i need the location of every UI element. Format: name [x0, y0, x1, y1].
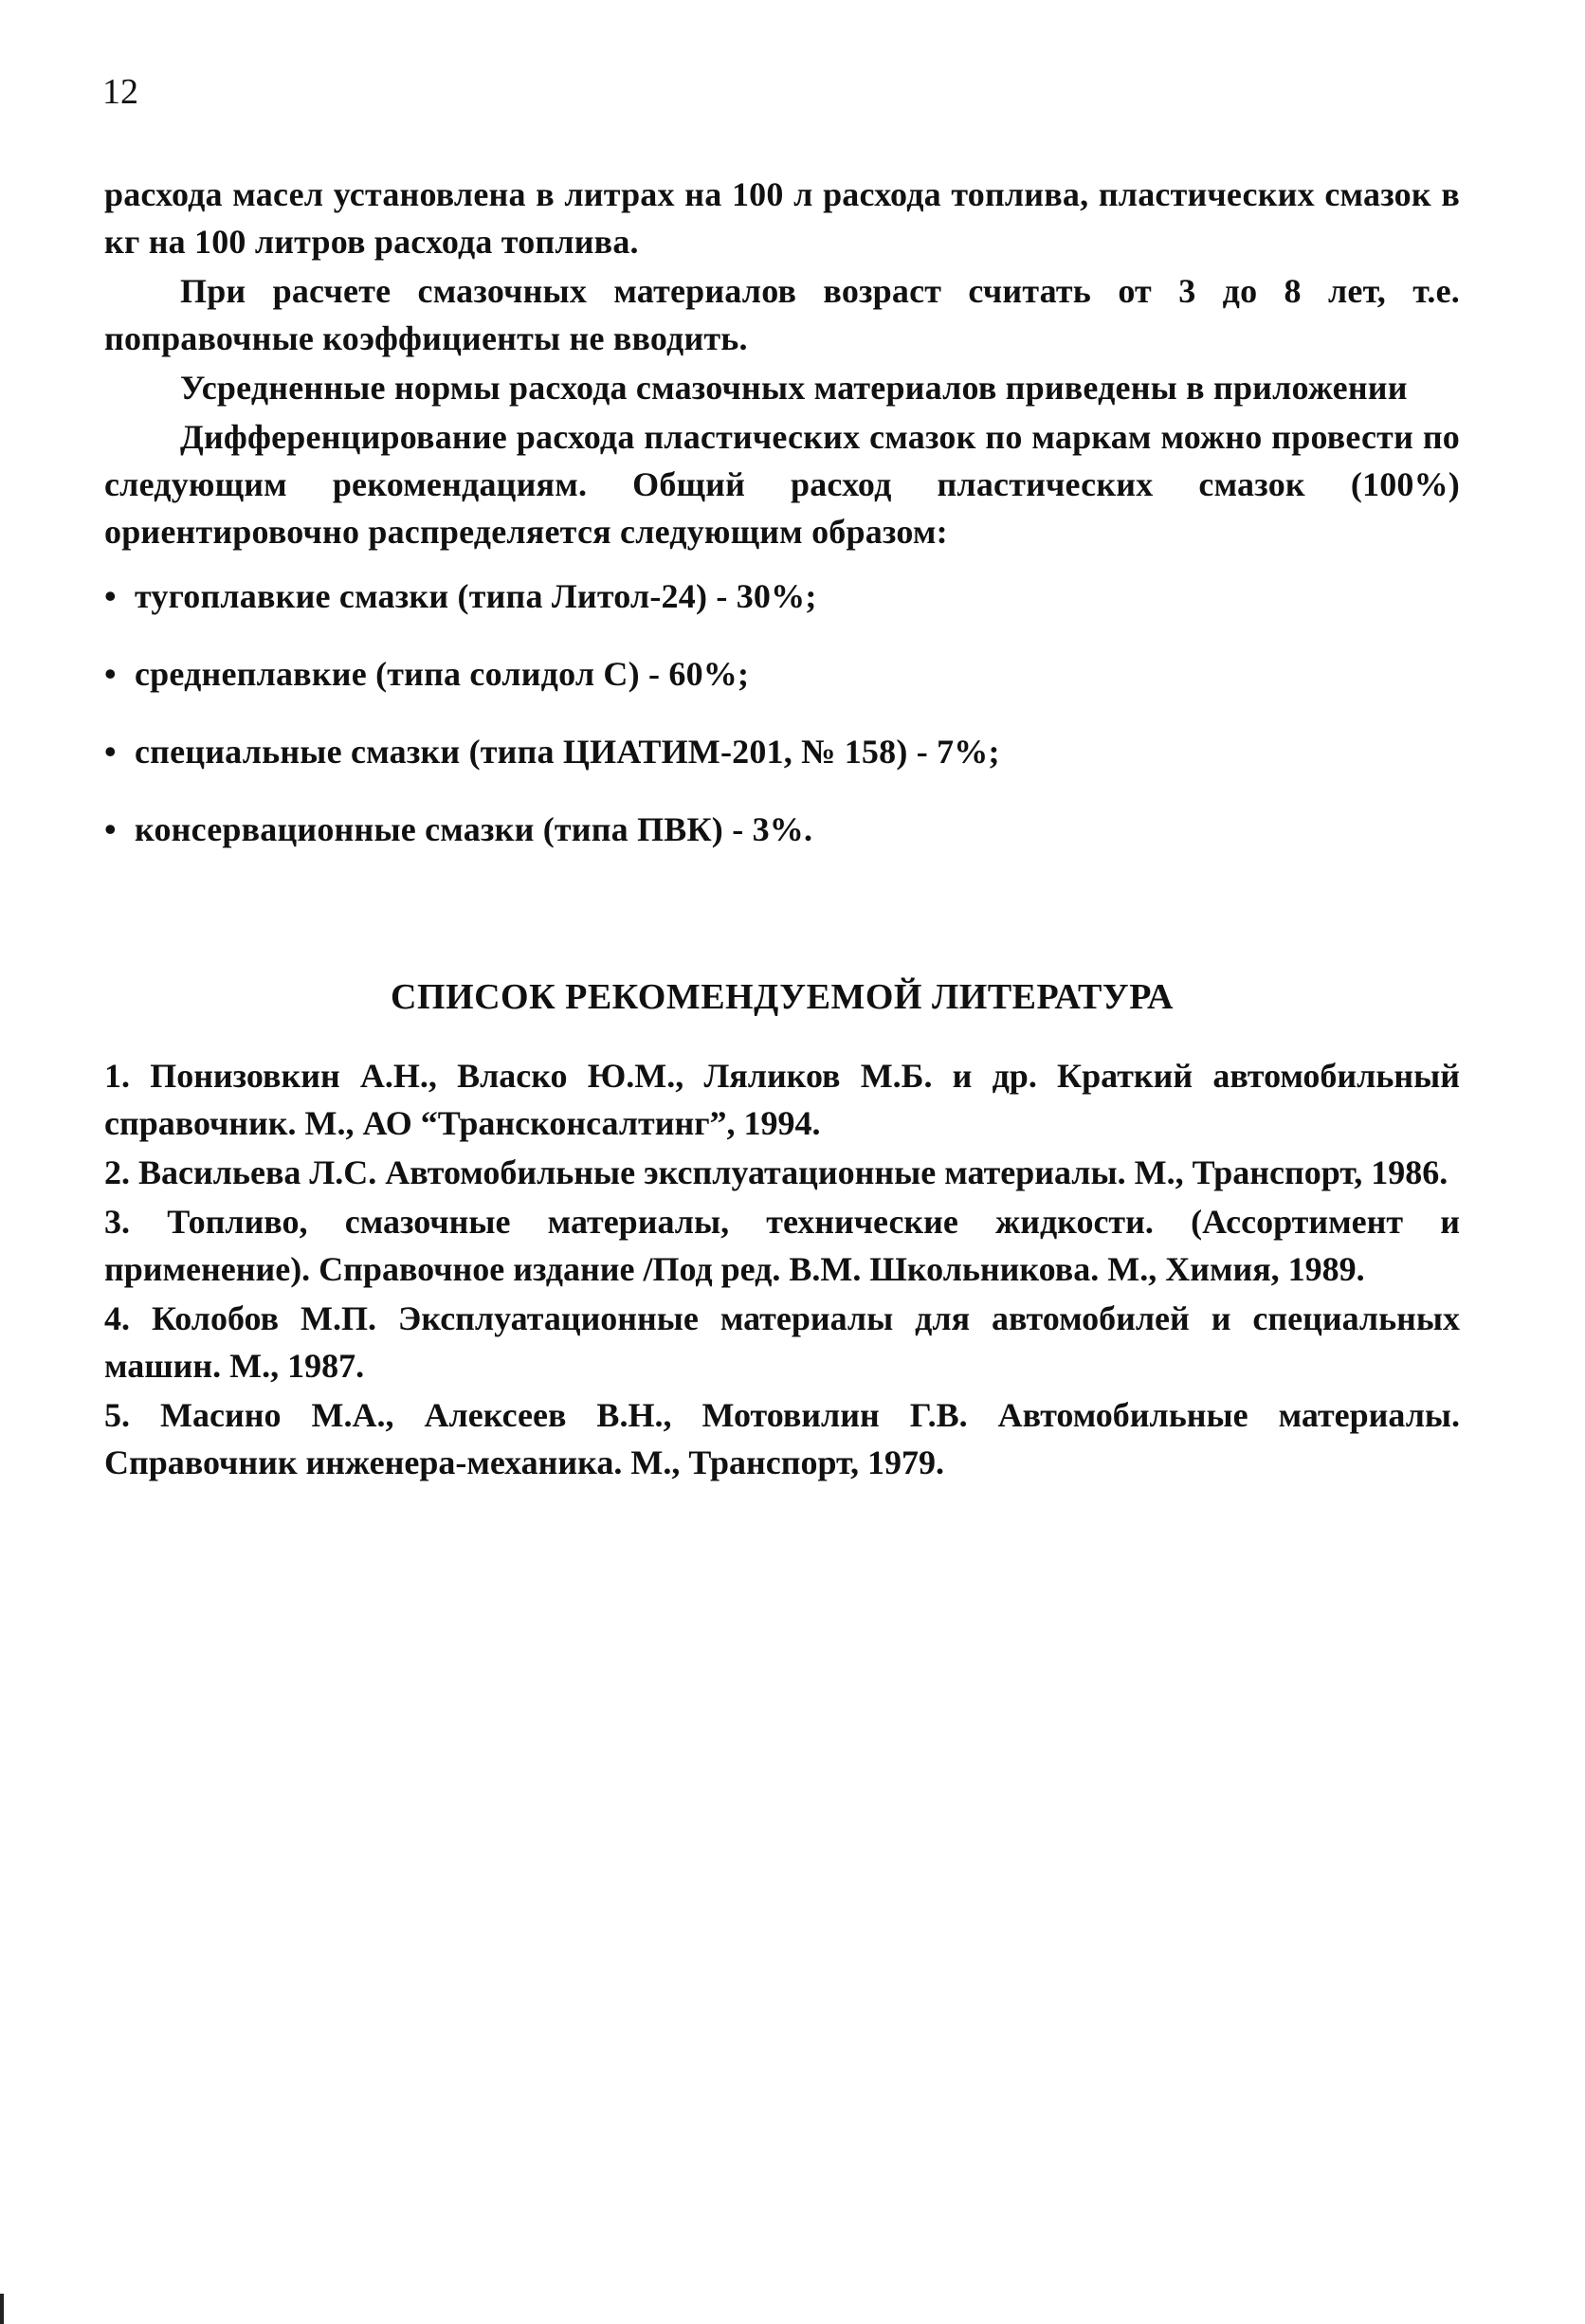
bullet-item — [104, 650, 1460, 698]
bullet-item — [104, 572, 1460, 620]
page-number: 12 — [102, 72, 138, 112]
bullet-text: тугоплавкие смазки (типа Литол-24) - 30%; — [135, 577, 817, 615]
bullet-list — [104, 572, 1460, 853]
reference-list — [104, 1052, 1460, 1488]
paragraph: расхода масел установлена в литрах на 100 л расхода топлива, пластических смазок в кг на 100 литров расхода топлива. — [104, 175, 1460, 261]
bullet-marker: • — [104, 577, 117, 615]
bullet-text: специальные смазки (типа ЦИАТИМ-201, № 158) - 7%; — [135, 733, 1000, 771]
bullet-marker: • — [104, 733, 117, 771]
bullet-item — [104, 728, 1460, 775]
reference-item: 1. Понизовкин А.Н., Власко Ю.М., Ляликов М.Б. и др. Краткий автомобильный справочник. М., АО “Трансконсалтинг”, 1994. — [104, 1057, 1460, 1142]
bullet-text: среднеплавкие (типа солидол С) - 60%; — [135, 655, 750, 693]
reference-item: 4. Колобов М.П. Эксплуатационные материалы для автомобилей и специальных машин. М., 1987. — [104, 1299, 1460, 1385]
reference-item: 2. Васильева Л.С. Автомобильные эксплуатационные материалы. М., Транспорт, 1986. — [104, 1153, 1448, 1191]
paragraph: Дифференцирование расхода пластических смазок по маркам можно провести по следующим рекомендациям. Общий расход пластических смазок (100%) ориентировочно распределяется следующим образом: — [104, 418, 1460, 551]
section-title: СПИСОК РЕКОМЕНДУЕМОЙ ЛИТЕРАТУРА — [391, 977, 1174, 1017]
paragraph: Усредненные нормы расхода смазочных материалов приведены в приложении — [180, 369, 1408, 407]
bullet-marker: • — [104, 810, 117, 848]
reference-item: 3. Топливо, смазочные материалы, технические жидкости. (Ассортимент и применение). Справочное издание /Под ред. В.М. Школьникова. М., Химия, 1989. — [104, 1203, 1460, 1288]
reference-item: 5. Масино М.А., Алексеев В.Н., Мотовилин Г.В. Автомобильные материалы. Справочник инженера-механика. М., Транспорт, 1979. — [104, 1396, 1460, 1481]
paragraph: При расчете смазочных материалов возраст считать от 3 до 8 лет, т.е. поправочные коэффициенты не вводить. — [104, 272, 1460, 357]
scan-edge-mark — [0, 2294, 4, 2324]
body-text — [104, 171, 1460, 883]
bullet-text: консервационные смазки (типа ПВК) - 3%. — [135, 810, 813, 848]
bullet-marker: • — [104, 655, 117, 693]
bullet-item — [104, 806, 1460, 853]
